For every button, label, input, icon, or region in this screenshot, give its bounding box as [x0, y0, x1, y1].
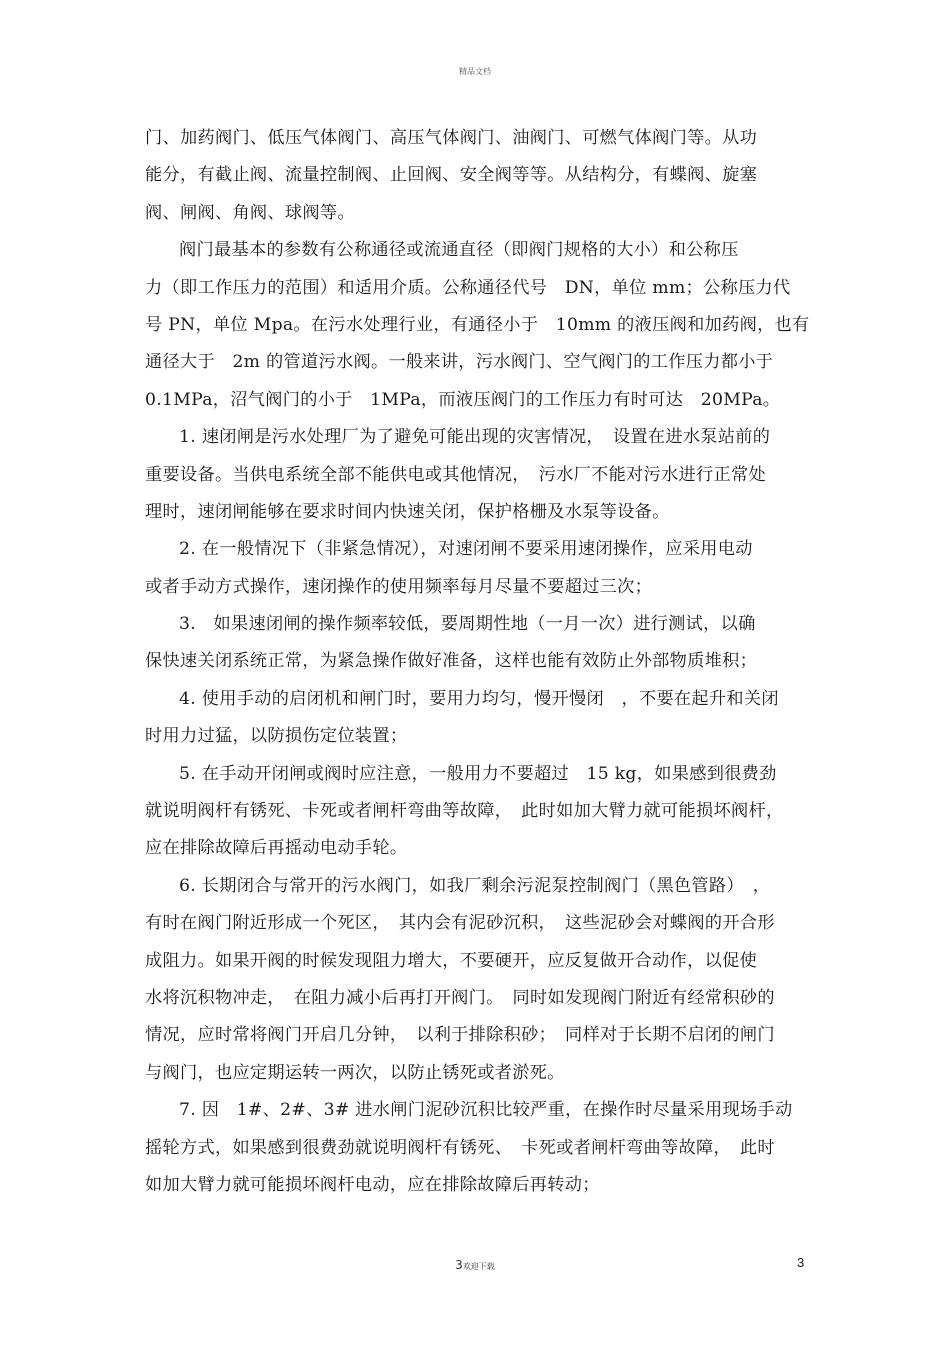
- text-line: 时用力过猛，以防损伤定位装置；: [145, 726, 408, 747]
- list-item-5-line: 5. 在手动开闭闸或阀时应注意，一般用力不要超过 15 kg，如果感到很费劲: [179, 763, 777, 784]
- text-line: 如加大臂力就可能损坏阀杆电动，应在排除故障后再转动；: [145, 1174, 600, 1195]
- footer-page-number: 3: [455, 1258, 463, 1272]
- text-line: 就说明阀杆有锈死、卡死或者闸杆弯曲等故障， 此时如加大臂力就可能损坏阀杆，: [145, 801, 784, 822]
- page-number: 3: [797, 1255, 805, 1270]
- list-item-1-line: 1. 速闭闸是污水处理厂为了避免可能出现的灾害情况， 设置在进水泵站前的: [179, 427, 771, 448]
- footer-download-text: 欢迎下载: [462, 1262, 495, 1271]
- text-line: 保快速关闭系统正常，为紧急操作做好准备，这样也能有效防止外部物质堆积；: [145, 651, 758, 672]
- list-item-2-line: 2. 在一般情况下（非紧急情况），对速闭闸不要采用速闭操作，应采用电动: [179, 539, 753, 560]
- text-line: 应在排除故障后再摇动电动手轮。: [145, 838, 408, 859]
- text-line: 门、加药阀门、低压气体阀门、高压气体阀门、油阀门、可燃气体阀门等。从功: [145, 128, 758, 148]
- list-item-7-line: 7. 因 1#、2#、3# 进水闸门泥砂沉积比较严重，在操作时尽量采用现场手动: [179, 1100, 793, 1121]
- text-line: 或者手动方式操作，速闭操作的使用频率每月尽量不要超过三次；: [145, 576, 653, 597]
- text-line: 有时在阀门附近形成一个死区， 其内会有泥砂沉积， 这些泥砂会对蝶阀的开合形: [145, 913, 775, 934]
- list-item-4-line: 4. 使用手动的启闭机和闸门时，要用力均匀，慢开慢闭 ，不要在起升和关闭: [179, 688, 779, 709]
- text-line: 0.1MPa，沼气阀门的小于 1MPa，而液压阀门的工作压力有时可达 20MPa。: [145, 389, 781, 410]
- paragraph-first-line: 阀门最基本的参数有公称通径或流通直径（即阀门规格的大小）和公称压: [179, 240, 739, 261]
- text-line: 情况，应时常将阀门开启几分钟， 以利于排除积砂； 同样对于长期不启闭的闸门: [145, 1025, 775, 1046]
- text-line: 与阀门，也应定期运转一两次，以防止锈死或者淤死。: [145, 1062, 565, 1083]
- text-line: 重要设备。当供电系统全部不能供电或其他情况， 污水厂不能对污水进行正常处: [145, 464, 766, 485]
- text-line: 能分，有截止阀、流量控制阀、止回阀、安全阀等等。从结构分，有蝶阀、旋塞: [145, 165, 758, 186]
- text-line: 力（即工作压力的范围）和适用介质。公称通径代号 DN，单位 mm；公称压力代: [145, 277, 791, 298]
- text-line: 成阻力。如果开阀的时候发现阻力增大，不要硬开，应反复做开合动作，以促使: [145, 950, 758, 971]
- text-line: 阀、闸阀、角阀、球阀等。: [145, 202, 355, 223]
- page-header: 精品文档: [459, 67, 491, 76]
- text-line: 摇轮方式，如果感到很费劲就说明阀杆有锈死、 卡死或者闸杆弯曲等故障， 此时: [145, 1137, 775, 1158]
- text-line: 水将沉积物冲走， 在阻力减小后再打开阀门。 同时如发现阀门附近有经常积砂的: [145, 987, 775, 1008]
- text-line: 理时，速闭闸能够在要求时间内快速关闭，保护格栅及水泵等设备。: [145, 501, 670, 522]
- list-item-3-line: 3. 如果速闭闸的操作频率较低，要周期性地（一月一次）进行测试，以确: [179, 614, 756, 635]
- document-body: [145, 120, 815, 1204]
- page-footer: [0, 1258, 950, 1272]
- list-item-6-line: 6. 长期闭合与常开的污水阀门，如我厂剩余污泥泵控制阀门（黑色管路） ，: [179, 875, 771, 896]
- text-line: 号 PN，单位 Mpa。在污水处理行业，有通径小于 10mm 的液压阀和加药阀，也有: [145, 314, 810, 335]
- text-line: 通径大于 2m 的管道污水阀。一般来讲，污水阀门、空气阀门的工作压力都小于: [145, 352, 774, 373]
